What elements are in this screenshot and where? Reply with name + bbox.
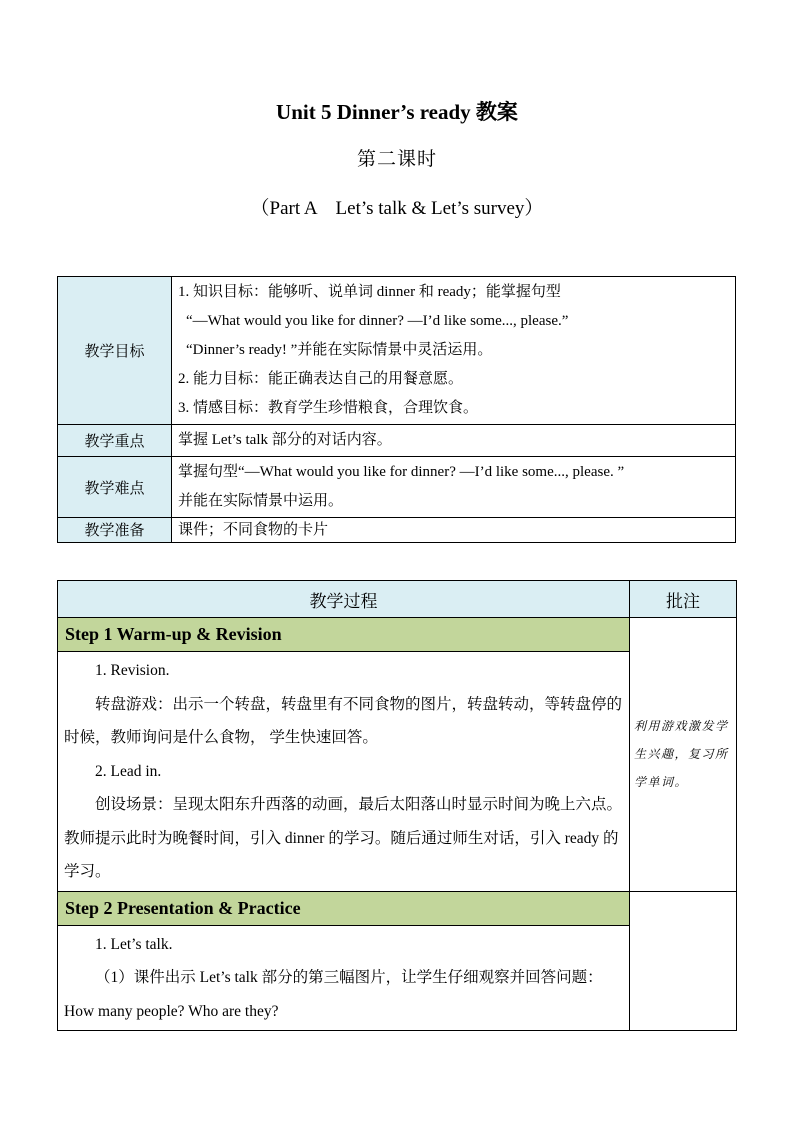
step-paragraph: 创设场景：呈现太阳东升西落的动画，最后太阳落山时显示时间为晚上六点。教师提示此时为晚餐时间，引入 dinner 的学习。随后通过师生对话，引入 ready 的学习。 (64, 796, 623, 880)
difficulty-line: 掌握句型“—What would you like for dinner? —I’d like some..., please. ” (178, 464, 625, 480)
row-content-preparation (172, 518, 736, 543)
teaching-info-table (57, 276, 736, 543)
table-header-row (58, 581, 737, 618)
table-row (58, 425, 736, 457)
key-point-line: 掌握 Let’s talk 部分的对话内容。 (178, 432, 392, 448)
objective-line: “—What would you like for dinner? —I’d like some..., please.” (186, 313, 569, 329)
step-2-title: Step 2 Presentation & Practice (58, 891, 630, 925)
lesson-part: （Part A Let’s talk & Let’s survey） (250, 198, 544, 219)
difficulty-line: 并能在实际情景中运用。 (178, 493, 344, 509)
table-row (58, 457, 736, 518)
step-paragraph: （1）课件出示 Let’s talk 部分的第三幅图片，让学生仔细观察并回答问题：How many people? Who are they? (64, 969, 603, 1020)
table-row (58, 277, 736, 425)
objective-line: 3. 情感目标：教育学生珍惜粮食，合理饮食。 (178, 400, 479, 416)
table-row (58, 618, 737, 652)
objective-line: 2. 能力目标：能正确表达自己的用餐意愿。 (178, 371, 464, 387)
step-1-body (58, 652, 630, 892)
preparation-line: 课件；不同食物的卡片 (178, 522, 329, 538)
lesson-number: 第二课时 (356, 148, 437, 170)
teaching-process-table (57, 580, 737, 1031)
process-column-header: 教学过程 (58, 581, 630, 618)
step-1-note: 利用游戏激发学生兴趣，复习所学单词。 (630, 618, 737, 892)
step-1-title: Step 1 Warm-up & Revision (58, 618, 630, 652)
row-label-difficulties: 教学难点 (58, 457, 172, 518)
step-paragraph: 1. Revision. (95, 662, 170, 679)
step-paragraph: 转盘游戏：出示一个转盘，转盘里有不同食物的图片，转盘转动，等转盘停的时候，教师询问是什么食物， 学生快速回答。 (64, 695, 623, 746)
table-row (58, 518, 736, 543)
row-content-objectives (172, 277, 736, 425)
step-paragraph: 1. Let’s talk. (95, 935, 173, 953)
objective-line: “Dinner’s ready! ”并能在实际情景中灵活运用。 (186, 342, 493, 358)
note-column-header: 批注 (630, 581, 737, 618)
step-paragraph: 2. Lead in. (95, 762, 162, 780)
row-content-difficulties (172, 457, 736, 518)
row-label-objectives: 教学目标 (58, 277, 172, 425)
row-content-key-points (172, 425, 736, 457)
row-label-preparation: 教学准备 (58, 518, 172, 543)
objective-line: 1. 知识目标：能够听、说单词 dinner 和 ready；能掌握句型 (178, 284, 561, 300)
step-2-body (58, 925, 630, 1031)
step-2-note (630, 891, 737, 1031)
row-label-key-points: 教学重点 (58, 425, 172, 457)
document-title: Unit 5 Dinner’s ready 教案 (276, 100, 518, 124)
table-row (58, 891, 737, 925)
